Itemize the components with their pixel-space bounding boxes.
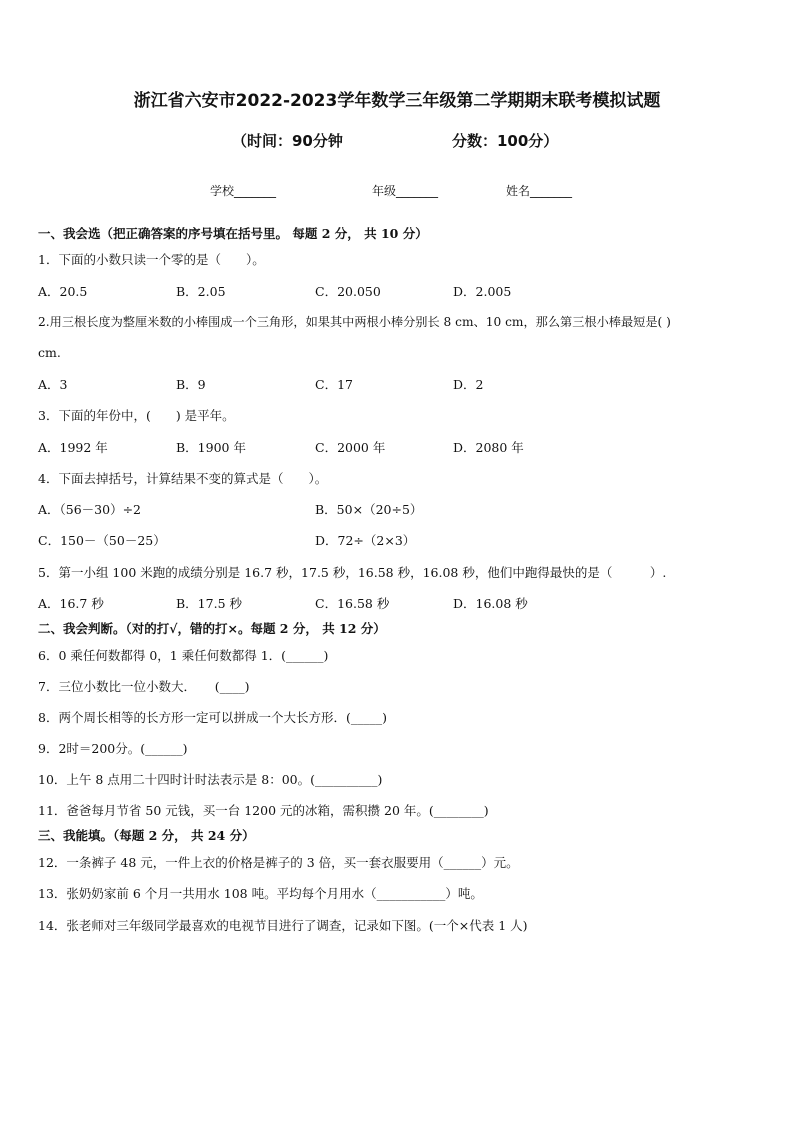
question-7: 7．三位小数比一位小数大． (____) [38, 679, 250, 694]
q4-option-d: D．72÷（2×3） [315, 533, 416, 548]
exam-score: 分数：100分） [452, 132, 559, 150]
q5-option-c: C．16.58 秒 [315, 596, 390, 611]
q1-option-a: A．20.5 [38, 284, 88, 299]
question-4: 4．下面去掉括号，计算结果不变的算式是（ ）。 [38, 471, 328, 486]
q1-option-c: C．20.050 [315, 284, 381, 299]
q3-option-c: C．2000 年 [315, 440, 386, 455]
q1-option-b: B．2.05 [176, 284, 226, 299]
section-choice-heading: 一、我会选（把正确答案的序号填在括号里。 每题 2 分， 共 10 分） [38, 226, 428, 241]
school-field: 学校_______ [210, 184, 277, 198]
question-5: 5．第一小组 100 米跑的成绩分别是 16.7 秒，17.5 秒，16.58 秒，16.08 秒，他们中跑得最快的是（ ）. [38, 565, 667, 580]
section-fill-heading: 三、我能填。（每题 2 分， 共 24 分） [38, 828, 255, 843]
question-6: 6．0 乘任何数都得 0，1 乘任何数都得 1．(______) [38, 648, 329, 663]
q5-option-d: D．16.08 秒 [453, 596, 528, 611]
question-1: 1．下面的小数只读一个零的是（ ）。 [38, 252, 265, 267]
q5-option-a: A．16.7 秒 [38, 596, 104, 611]
q3-option-a: A．1992 年 [38, 440, 108, 455]
question-10: 10．上午 8 点用二十四时计时法表示是 8：00。(__________) [38, 772, 383, 787]
question-12: 12．一条裤子 48 元，一件上衣的价格是裤子的 3 倍，买一套衣服要用（______）元。 [38, 855, 519, 870]
question-13: 13．张奶奶家前 6 个月一共用水 108 吨。平均每个月用水（___________）吨。 [38, 886, 483, 901]
name-field: 姓名_______ [506, 184, 573, 198]
question-11: 11．爸爸每月节省 50 元钱，买一台 1200 元的冰箱，需积攒 20 年。(________) [38, 803, 489, 818]
q2-option-b: B．9 [176, 377, 206, 392]
grade-field: 年级_______ [372, 184, 439, 198]
exam-time: （时间：90分钟 [232, 132, 343, 150]
question-8: 8．两个周长相等的长方形一定可以拼成一个大长方形．(_____) [38, 710, 387, 725]
section-judge-heading: 二、我会判断。（对的打√，错的打×。每题 2 分， 共 12 分） [38, 621, 386, 636]
q5-option-b: B．17.5 秒 [176, 596, 242, 611]
q4-option-b: B．50×（20÷5） [315, 502, 423, 517]
q3-option-d: D．2080 年 [453, 440, 524, 455]
question-9: 9．2时＝200分。(______) [38, 741, 188, 756]
q3-option-b: B．1900 年 [176, 440, 246, 455]
q4-option-a: A．（56－30）÷2 [38, 502, 142, 517]
q2-option-d: D．2 [453, 377, 484, 392]
question-2-cont: cm. [38, 345, 61, 360]
exam-title: 浙江省六安市2022-2023学年数学三年级第二学期期末联考模拟试题 [133, 91, 661, 111]
question-14: 14．张老师对三年级同学最喜欢的电视节目进行了调查，记录如下图。(一个×代表 1 人) [38, 918, 528, 933]
question-2: 2.用三根长度为整厘米数的小棒围成一个三角形，如果其中两根小棒分别长 8 cm、10 cm，那么第三根小棒最短是( ) [38, 315, 671, 329]
q2-option-a: A．3 [38, 377, 68, 392]
question-3: 3．下面的年份中，( ) 是平年。 [38, 408, 235, 423]
q2-option-c: C．17 [315, 377, 353, 392]
q1-option-d: D．2.005 [453, 284, 512, 299]
q4-option-c: C．150－（50－25） [38, 533, 166, 548]
